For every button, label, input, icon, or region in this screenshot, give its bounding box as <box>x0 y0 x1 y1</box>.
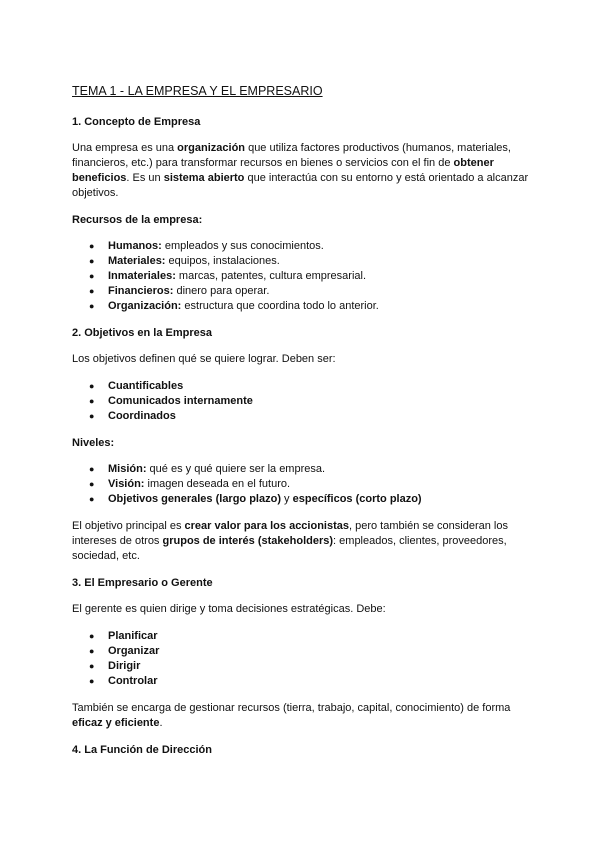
list-item: ● Misión: qué es y qué quiere ser la empresa. <box>89 463 326 475</box>
list-item: ● Organización: estructura que coordina todo lo anterior. <box>89 300 379 312</box>
objectives-list <box>72 379 532 424</box>
list-item: ● Inmateriales: marcas, patentes, cultura empresarial. <box>89 270 367 282</box>
resources-subheading: Recursos de la empresa: <box>72 214 203 226</box>
section-2-heading: 2. Objetivos en la Empresa <box>72 327 213 339</box>
section-2-paragraph: El objetivo principal es crear valor para los accionistas, pero también se consideran los intereses de otros grupos de interés (stakeholders): empleados, clientes, proveedores, sociedad, etc. <box>72 520 508 562</box>
section-1-paragraph: Una empresa es una organización que utiliza factores productivos (humanos, materiales, financieros, etc.) para transformar recursos en bienes o servicios con el fin de obtener beneficios. Es un sistema abierto que interactúa con su entorno y está orientado a alcanzar objetivos. <box>72 142 529 199</box>
bullet-icon: ● <box>89 241 95 251</box>
bullet-icon: ● <box>89 464 95 474</box>
document-title: TEMA 1 - LA EMPRESA Y EL EMPRESARIO <box>72 84 323 98</box>
bullet-icon: ● <box>89 631 95 641</box>
list-item: ● Comunicados internamente <box>89 395 253 407</box>
bullet-icon: ● <box>89 256 95 266</box>
section-4-heading: 4. La Función de Dirección <box>72 744 212 756</box>
manager-tasks-list <box>72 629 532 689</box>
list-item: ● Dirigir <box>89 660 141 672</box>
section-3-intro: El gerente es quien dirige y toma decisiones estratégicas. Debe: <box>72 603 386 615</box>
bullet-icon: ● <box>89 286 95 296</box>
list-item: ● Coordinados <box>89 410 176 422</box>
list-item: ● Materiales: equipos, instalaciones. <box>89 255 280 267</box>
list-item: ● Planificar <box>89 630 158 642</box>
bullet-icon: ● <box>89 301 95 311</box>
list-item: ● Financieros: dinero para operar. <box>89 285 270 297</box>
bullet-icon: ● <box>89 479 95 489</box>
list-item: ● Visión: imagen deseada en el futuro. <box>89 478 291 490</box>
list-item: ● Cuantificables <box>89 380 184 392</box>
section-2-intro: Los objetivos definen qué se quiere lograr. Deben ser: <box>72 353 336 365</box>
bullet-icon: ● <box>89 646 95 656</box>
bullet-icon: ● <box>89 381 95 391</box>
list-item: ● Humanos: empleados y sus conocimientos. <box>89 240 324 252</box>
section-3-paragraph: También se encarga de gestionar recursos (tierra, trabajo, capital, conocimiento) de forma eficaz y eficiente. <box>72 702 511 729</box>
bullet-icon: ● <box>89 676 95 686</box>
resources-list <box>72 239 532 314</box>
bullet-icon: ● <box>89 661 95 671</box>
list-item: ● Controlar <box>89 675 158 687</box>
bullet-icon: ● <box>89 271 95 281</box>
levels-list <box>72 462 532 507</box>
document-page <box>72 84 532 769</box>
list-item: ● Objetivos generales (largo plazo) y específicos (corto plazo) <box>89 493 422 505</box>
list-item: ● Organizar <box>89 645 160 657</box>
section-1-heading: 1. Concepto de Empresa <box>72 116 201 128</box>
section-3-heading: 3. El Empresario o Gerente <box>72 577 213 589</box>
bullet-icon: ● <box>89 494 95 504</box>
bullet-icon: ● <box>89 411 95 421</box>
bullet-icon: ● <box>89 396 95 406</box>
levels-subheading: Niveles: <box>72 437 115 449</box>
